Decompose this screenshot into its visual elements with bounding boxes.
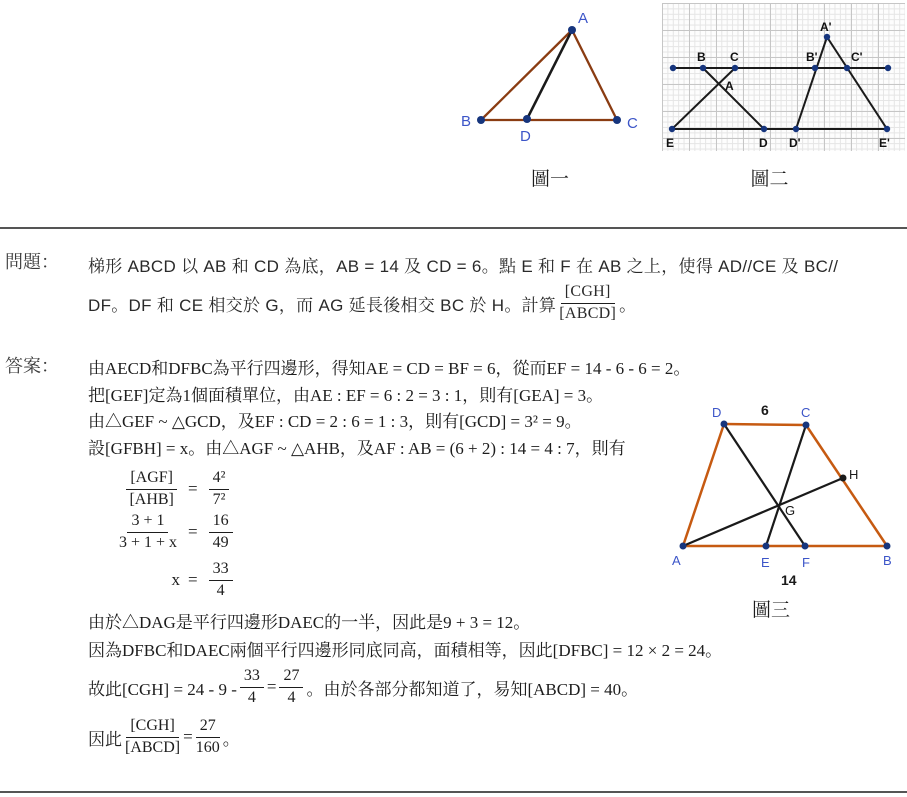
eq2-equals: = bbox=[188, 522, 198, 541]
eq2-lhs-num: 3 + 1 bbox=[127, 512, 168, 532]
fig2-label-a-prime: A' bbox=[820, 20, 832, 34]
line8-fraction-2 bbox=[196, 717, 220, 757]
eq3-lhs: x bbox=[171, 570, 180, 589]
line7-f1-num: 33 bbox=[240, 667, 264, 687]
line7-mid: = bbox=[266, 677, 277, 696]
line8-f2-num: 27 bbox=[196, 717, 220, 737]
eq2-rhs-den: 49 bbox=[212, 533, 229, 551]
eq3-equals: = bbox=[188, 570, 198, 589]
answer-line-7 bbox=[88, 664, 638, 710]
equation-1-lhs-fraction bbox=[126, 469, 177, 509]
equation-3 bbox=[88, 558, 236, 602]
line8-mid: = bbox=[183, 727, 193, 746]
line7-f1-den: 4 bbox=[247, 688, 256, 706]
eq1-rhs-num: 4² bbox=[209, 469, 230, 489]
fig3-bottom-length: 14 bbox=[781, 572, 797, 588]
fig1-label-b: B bbox=[461, 113, 472, 130]
fig3-label-h: H bbox=[849, 467, 859, 482]
fig3-label-b: B bbox=[883, 553, 892, 568]
top-divider bbox=[0, 227, 907, 229]
fig3-label-f: F bbox=[802, 555, 810, 570]
line8-f1-den: [ABCD] bbox=[125, 738, 181, 756]
fig2-label-c: C bbox=[730, 50, 739, 64]
figure-1-caption: 圖一 bbox=[530, 169, 569, 190]
fig1-label-c: C bbox=[627, 115, 638, 132]
bottom-divider bbox=[0, 791, 907, 793]
equation-2 bbox=[88, 508, 236, 556]
fig3-label-d: D bbox=[712, 405, 722, 420]
figure-2-drawing bbox=[662, 3, 905, 151]
fig3-label-e: E bbox=[761, 555, 770, 570]
line8-post: 。 bbox=[222, 729, 240, 749]
fig1-label-a: A bbox=[578, 10, 589, 27]
fig2-label-a: A bbox=[725, 79, 734, 93]
problem-fraction bbox=[559, 283, 616, 323]
fig2-label-e: E bbox=[666, 136, 675, 150]
problem-line2-pre: DF。DF 和 CE 相交於 G，而 AG 延長後相交 BC 於 H。計算 bbox=[88, 295, 557, 315]
fig3-top-length: 6 bbox=[761, 402, 769, 418]
eq1-lhs-num: [AGF] bbox=[126, 469, 177, 489]
line7-f2-num: 27 bbox=[279, 667, 303, 687]
line8-fraction-1 bbox=[125, 717, 180, 757]
answer-line-1: 由AECD和DFBC為平行四邊形，得知AE = CD = BF = 6，從而EF = 14 - 6 - 6 = 2。 bbox=[88, 359, 691, 378]
problem-line2-post: 。 bbox=[619, 295, 637, 315]
line8-f1-num: [CGH] bbox=[126, 717, 178, 737]
fig2-label-b: B bbox=[697, 50, 706, 64]
line7-fraction-2 bbox=[279, 667, 303, 707]
figure-3-drawing bbox=[668, 395, 905, 595]
fig2-label-d: D bbox=[759, 136, 768, 150]
fig2-label-c-prime: C' bbox=[851, 50, 863, 64]
answer-line-3: 由△GEF ~ △GCD，及EF : CD = 2 : 6 = 1 : 3，則有[GCD] = 3² = 9。 bbox=[88, 412, 582, 431]
figure-3-trapezoid bbox=[668, 395, 905, 595]
fig3-label-g: G bbox=[785, 503, 796, 518]
equation-2-lhs-fraction bbox=[119, 512, 177, 552]
figure-1-triangle bbox=[455, 5, 660, 155]
fig2-label-d-prime: D' bbox=[789, 136, 801, 150]
problem-fraction-denominator: [ABCD] bbox=[559, 304, 617, 322]
eq1-lhs-den: [AHB] bbox=[129, 490, 174, 508]
answer-line-6: 因為DFBC和DAEC兩個平行四邊形同底同高，面積相等，因此[DFBC] = 12 × 2 = 24。 bbox=[88, 641, 723, 660]
equation-2-rhs-fraction bbox=[209, 512, 233, 552]
line7-post: 。由於各部分都知道了，易知[ABCD] = 40。 bbox=[306, 679, 639, 699]
figure-3-caption: 圖三 bbox=[751, 600, 790, 621]
fig2-label-e-prime: E' bbox=[879, 136, 890, 150]
line8-pre: 因此 bbox=[88, 729, 122, 749]
eq2-lhs-den: 3 + 1 + x bbox=[118, 533, 177, 551]
eq3-rhs-num: 33 bbox=[209, 560, 233, 580]
problem-text-line2 bbox=[88, 282, 636, 324]
eq1-rhs-den: 7² bbox=[212, 490, 226, 508]
figure-2-grid bbox=[662, 3, 905, 151]
eq2-rhs-num: 16 bbox=[209, 512, 233, 532]
line7-fraction-1 bbox=[240, 667, 264, 707]
equation-1-rhs-fraction bbox=[209, 469, 230, 509]
problem-fraction-numerator: [CGH] bbox=[561, 283, 615, 303]
answer-line-2: 把[GEF]定為1個面積單位，由AE : EF = 6 : 2 = 3 : 1，則有[GEA] = 3。 bbox=[88, 386, 604, 405]
problem-text-line1: 梯形 ABCD 以 AB 和 CD 為底，AB = 14 及 CD = 6。點 E 和 F 在 AB 之上，使得 AD//CE 及 BC// bbox=[88, 257, 839, 276]
fig1-label-d: D bbox=[520, 128, 531, 145]
fig3-label-a: A bbox=[672, 553, 681, 568]
fig3-label-c: C bbox=[801, 405, 811, 420]
eq1-equals: = bbox=[188, 479, 198, 498]
answer-line-8 bbox=[88, 712, 240, 762]
answer-line-4: 設[GFBH] = x。由△AGF ~ △AHB，及AF : AB = (6 + 2) : 14 = 4 : 7，則有 bbox=[88, 439, 626, 458]
fig2-label-b-prime: B' bbox=[806, 50, 818, 64]
line7-f2-den: 4 bbox=[287, 688, 296, 706]
line7-pre: 故此[CGH] = 24 - 9 - bbox=[88, 679, 237, 699]
eq3-rhs-den: 4 bbox=[216, 581, 225, 599]
problem-label: 問題： bbox=[5, 252, 59, 272]
figure-2-caption: 圖二 bbox=[750, 169, 789, 190]
equation-3-rhs-fraction bbox=[209, 560, 233, 600]
answer-line-5: 由於△DAG是平行四邊形DAEC的一半，因此是9 + 3 = 12。 bbox=[88, 613, 531, 632]
line8-f2-den: 160 bbox=[195, 738, 220, 756]
figure-1-drawing bbox=[455, 5, 660, 155]
answer-label: 答案： bbox=[5, 356, 59, 376]
